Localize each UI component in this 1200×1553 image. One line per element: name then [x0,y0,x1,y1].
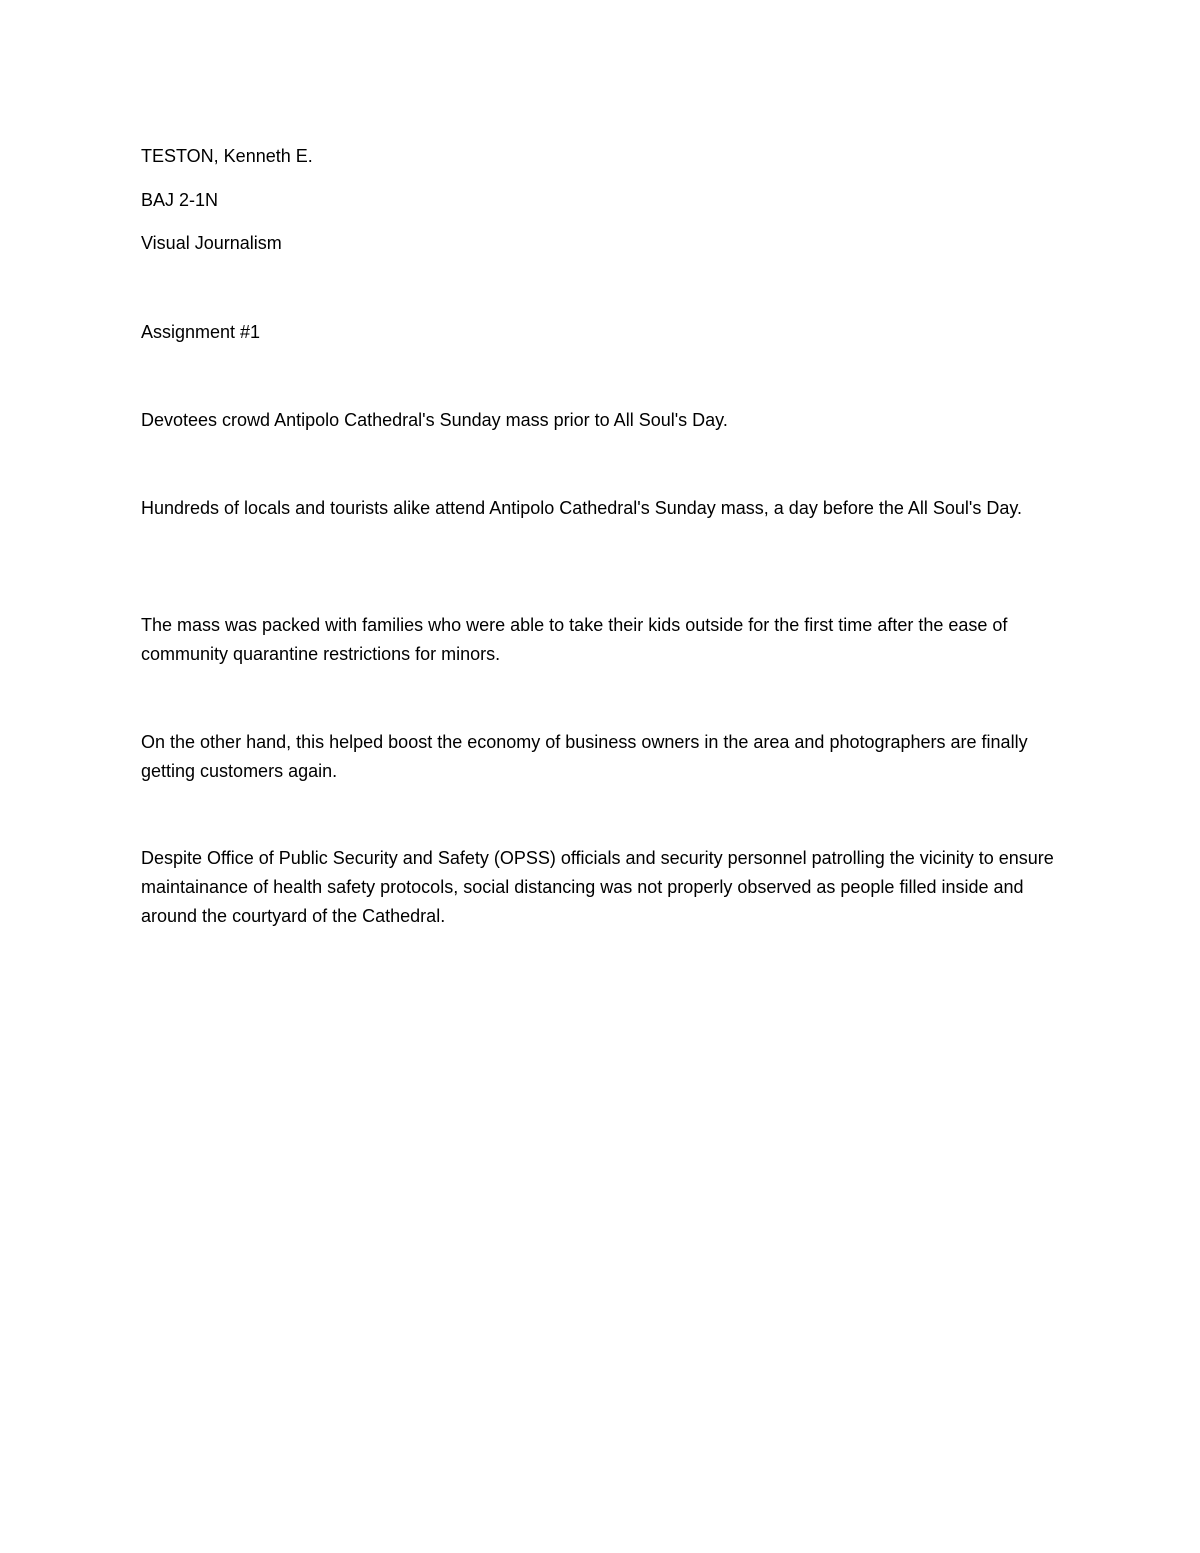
assignment-title: Assignment #1 [141,322,261,342]
paragraph-4: Despite Office of Public Security and Safety (OPSS) officials and security personnel patrolling the vicinity to ensure maintainance of health safety protocols, social distancing was not properly observed as people filled inside and around the courtyard of the Cathedral. [141,848,1054,926]
paragraph-1: Hundreds of locals and tourists alike attend Antipolo Cathedral's Sunday mass, a day before the All Soul's Day. [141,498,1023,518]
paragraph-3: On the other hand, this helped boost the economy of business owners in the area and photographers are finally getting customers again. [141,732,1028,781]
course-name: Visual Journalism [141,233,282,253]
class-section: BAJ 2-1N [141,190,219,210]
author-name: TESTON, Kenneth E. [141,146,313,166]
headline: Devotees crowd Antipolo Cathedral's Sunday mass prior to All Soul's Day. [141,410,728,430]
paragraph-2: The mass was packed with families who were able to take their kids outside for the first time after the ease of community quarantine restrictions for minors. [141,615,1008,664]
